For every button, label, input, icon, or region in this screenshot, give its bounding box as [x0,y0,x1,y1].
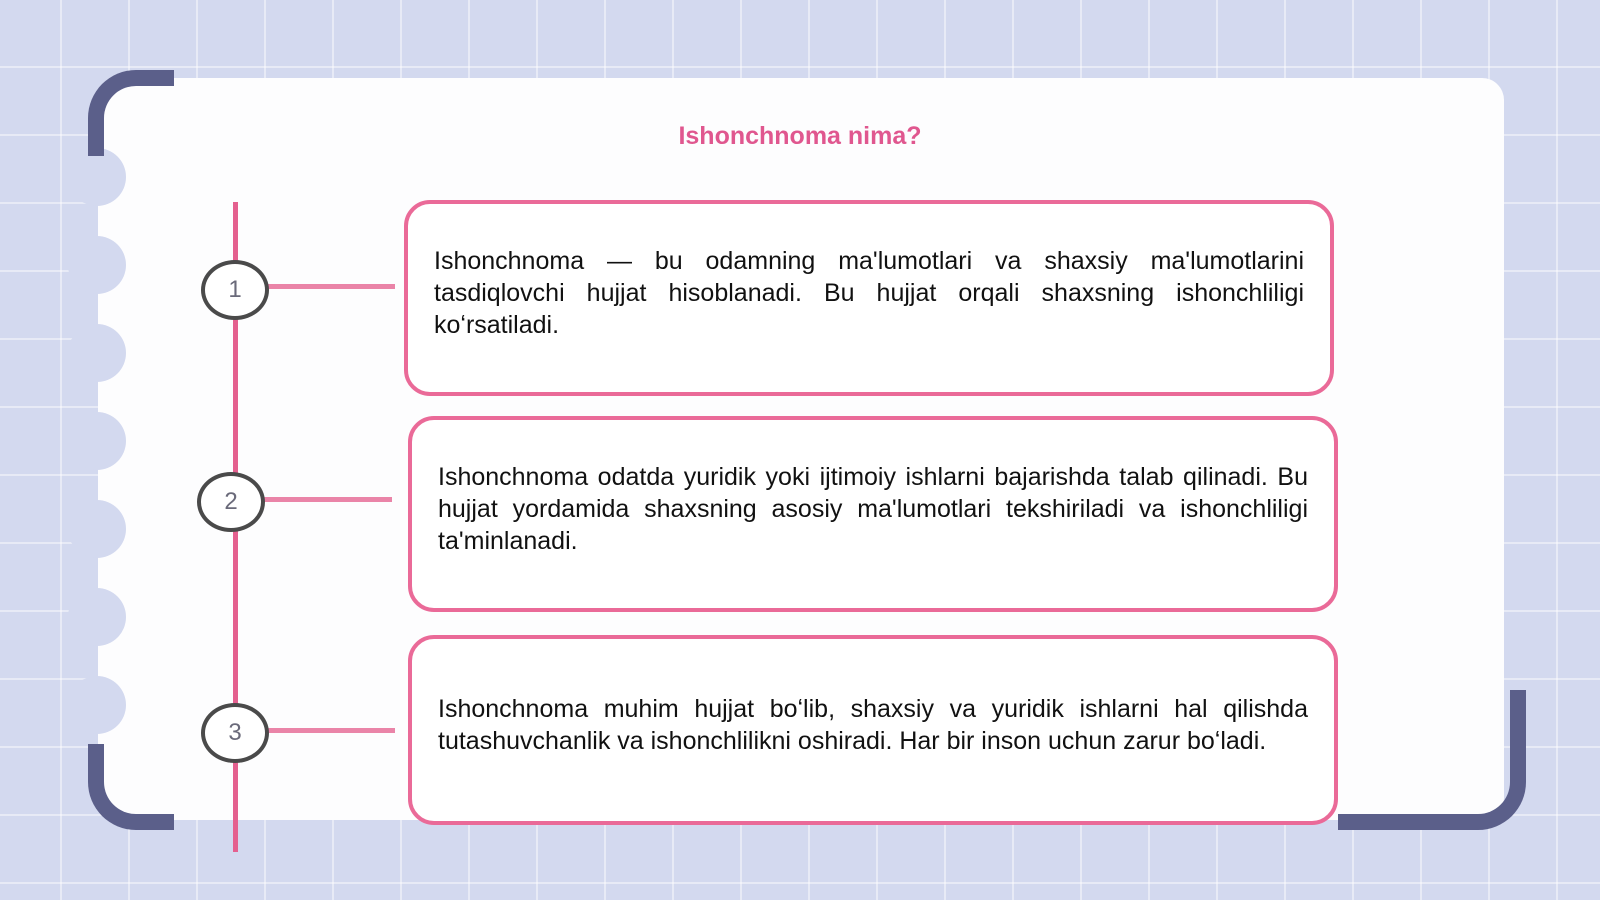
step-card-text: Ishonchnoma muhim hujjat boʻlib, shaxsiy va yuridik ishlarni hal qilishda tutashuvchanlik va ishonchlilikni oshiradi. Har bir inson uchun zarur boʻladi. [438,695,1308,755]
step-number-3: 3 [201,703,269,763]
paper-scallop [68,500,126,558]
slide-title: Ishonchnoma nima? [678,122,922,150]
step-card-text: Ishonchnoma odatda yuridik yoki ijtimoiy ishlarni bajarishda talab qilinadi. Bu hujjat yordamida shaxsning asosiy ma'lumotlari tekshiriladi va ishonchliligi ta'minlanadi. [438,463,1308,555]
step-card-1 [404,200,1334,396]
paper-scallop [68,148,126,206]
paper-scallop [68,236,126,294]
step-number-2: 2 [197,472,265,532]
paper-scallop [68,588,126,646]
frame-corner-bottom-right [1338,690,1526,830]
timeline-connector [262,497,392,502]
paper-scallop [68,412,126,470]
timeline-connector [265,728,395,733]
step-card-2 [408,416,1338,612]
timeline-connector [265,284,395,289]
paper-scallop [68,676,126,734]
step-card-3 [408,635,1338,825]
step-number-1: 1 [201,260,269,320]
step-card-text: Ishonchnoma — bu odamning ma'lumotlari va shaxsiy ma'lumotlarini tasdiqlovchi hujjat hisoblanadi. Bu hujjat orqali shaxsning ishonchliligi koʻrsatiladi. [434,247,1304,339]
paper-scallop [68,324,126,382]
frame-corner-bottom-left [88,744,174,830]
frame-corner-top-left [88,70,174,156]
